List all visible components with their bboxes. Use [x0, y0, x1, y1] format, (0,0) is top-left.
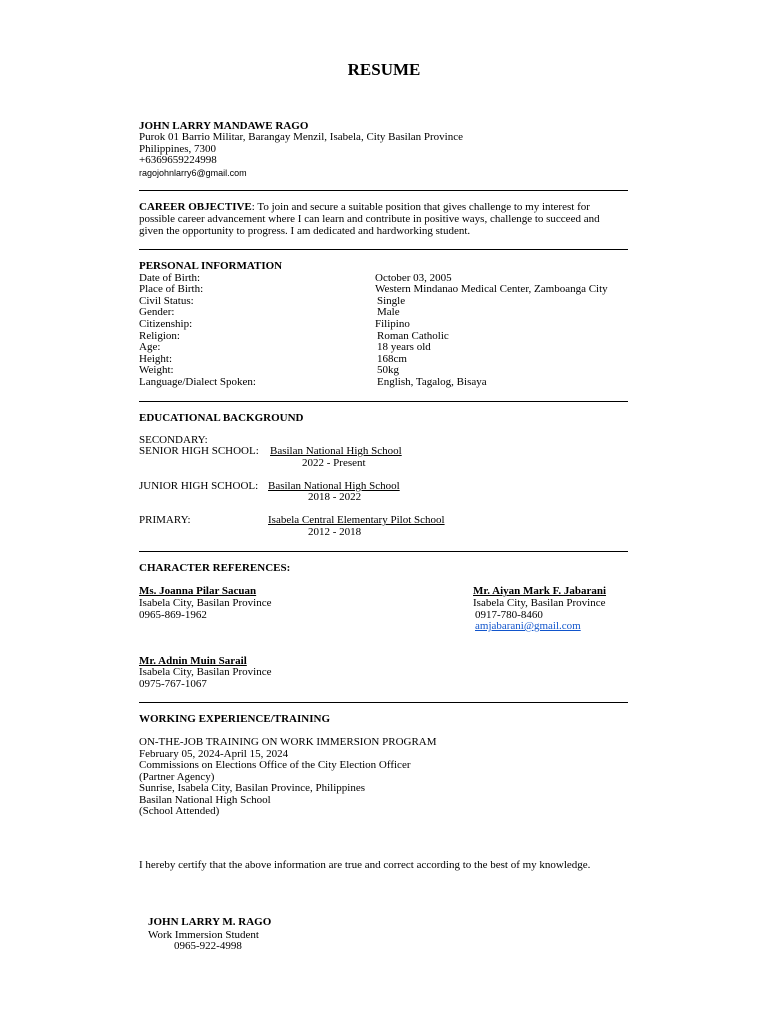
- reference-2-phone: 0917-780-8460: [475, 609, 543, 621]
- weight-value: 50kg: [377, 364, 399, 376]
- reference-3-place: Isabela City, Basilan Province: [139, 666, 272, 678]
- reference-1-phone: 0965-869-1962: [139, 609, 207, 621]
- religion-value: Roman Catholic: [377, 330, 449, 342]
- email-address: ragojohnlarry6@gmail.com: [139, 168, 247, 178]
- reference-2-name: Mr. Aiyan Mark F. Jabarani: [473, 585, 607, 597]
- divider: [139, 401, 628, 402]
- certification-statement: I hereby certify that the above information are true and correct according to the best of my knowledge.: [139, 859, 591, 871]
- primary-label: PRIMARY:: [139, 514, 191, 526]
- experience-line: Sunrise, Isabela City, Basilan Province, Philippines: [139, 782, 365, 794]
- personal-label: Religion:: [139, 330, 180, 342]
- education-heading: EDUCATIONAL BACKGROUND: [139, 412, 304, 424]
- applicant-name: JOHN LARRY MANDAWE RAGO: [139, 120, 309, 132]
- personal-label: Date of Birth:: [139, 272, 201, 284]
- career-objective: [139, 202, 590, 214]
- junior-high-years: 2018 - 2022: [308, 491, 362, 503]
- personal-label: Age:: [139, 341, 161, 353]
- reference-2-place: Isabela City, Basilan Province: [473, 597, 606, 609]
- primary-years: 2012 - 2018: [308, 526, 362, 538]
- height-value: 168cm: [377, 353, 407, 365]
- secondary-label: SECONDARY:: [139, 434, 208, 446]
- personal-label: Civil Status:: [139, 295, 194, 307]
- reference-2-email-link[interactable]: amjabarani@gmail.com: [475, 620, 581, 632]
- junior-high-label: JUNIOR HIGH SCHOOL:: [139, 480, 259, 492]
- citizenship-value: Filipino: [375, 318, 410, 330]
- divider: [139, 702, 628, 703]
- experience-heading: WORKING EXPERIENCE/TRAINING: [139, 713, 330, 725]
- signature-name: JOHN LARRY M. RAGO: [148, 916, 272, 928]
- senior-high-years: 2022 - Present: [302, 457, 366, 469]
- senior-high-school: Basilan National High School: [270, 445, 402, 457]
- address-line-1: Purok 01 Barrio Militar, Barangay Menzil, Isabela, City Basilan Province: [139, 131, 463, 143]
- gender-value: Male: [377, 306, 400, 318]
- personal-label: Weight:: [139, 364, 174, 376]
- references-heading: CHARACTER REFERENCES:: [139, 562, 291, 574]
- resume-title: RESUME: [347, 60, 421, 79]
- signature-role: Work Immersion Student: [148, 929, 259, 941]
- personal-label: Gender:: [139, 306, 175, 318]
- divider: [139, 249, 628, 250]
- senior-high-label: SENIOR HIGH SCHOOL:: [139, 445, 259, 457]
- career-objective-text-2: possible career advancement where I can learn and contribute in positive ways, challenge to succeed and: [139, 213, 600, 225]
- signature-phone: 0965-922-4998: [174, 940, 242, 952]
- age-value: 18 years old: [377, 341, 431, 353]
- reference-3-phone: 0975-767-1067: [139, 678, 207, 690]
- place-of-birth-value: Western Mindanao Medical Center, Zamboanga City: [375, 283, 608, 295]
- reference-1-place: Isabela City, Basilan Province: [139, 597, 272, 609]
- career-objective-text-3: given the opportunity to progress. I am dedicated and hardworking student.: [139, 225, 471, 237]
- personal-label: Height:: [139, 353, 172, 365]
- career-objective-label: CAREER OBJECTIVE: [139, 201, 252, 213]
- junior-high-school: Basilan National High School: [268, 480, 400, 492]
- experience-line: (School Attended): [139, 805, 220, 817]
- civil-status-value: Single: [377, 295, 406, 307]
- experience-line: Commissions on Elections Office of the City Election Officer: [139, 759, 411, 771]
- experience-line: Basilan National High School: [139, 794, 271, 806]
- date-of-birth-value: October 03, 2005: [375, 272, 452, 284]
- address-line-2: Philippines, 7300: [139, 143, 217, 155]
- personal-label: Language/Dialect Spoken:: [139, 376, 256, 388]
- phone-number: +6369659224998: [139, 154, 217, 166]
- personal-label: Citizenship:: [139, 318, 193, 330]
- experience-line: February 05, 2024-April 15, 2024: [139, 748, 289, 760]
- divider: [139, 190, 628, 191]
- language-value: English, Tagalog, Bisaya: [377, 376, 487, 388]
- experience-line: (Partner Agency): [139, 771, 215, 783]
- personal-label: Place of Birth:: [139, 283, 204, 295]
- personal-info-heading: PERSONAL INFORMATION: [139, 260, 283, 272]
- career-objective-text-1: : To join and secure a suitable position that gives challenge to my interest for: [251, 201, 590, 213]
- reference-1-name: Ms. Joanna Pilar Sacuan: [139, 585, 257, 597]
- primary-school: Isabela Central Elementary Pilot School: [268, 514, 445, 526]
- divider: [139, 551, 628, 552]
- experience-line: ON-THE-JOB TRAINING ON WORK IMMERSION PROGRAM: [139, 736, 437, 748]
- reference-3-name: Mr. Adnin Muin Sarail: [139, 655, 247, 667]
